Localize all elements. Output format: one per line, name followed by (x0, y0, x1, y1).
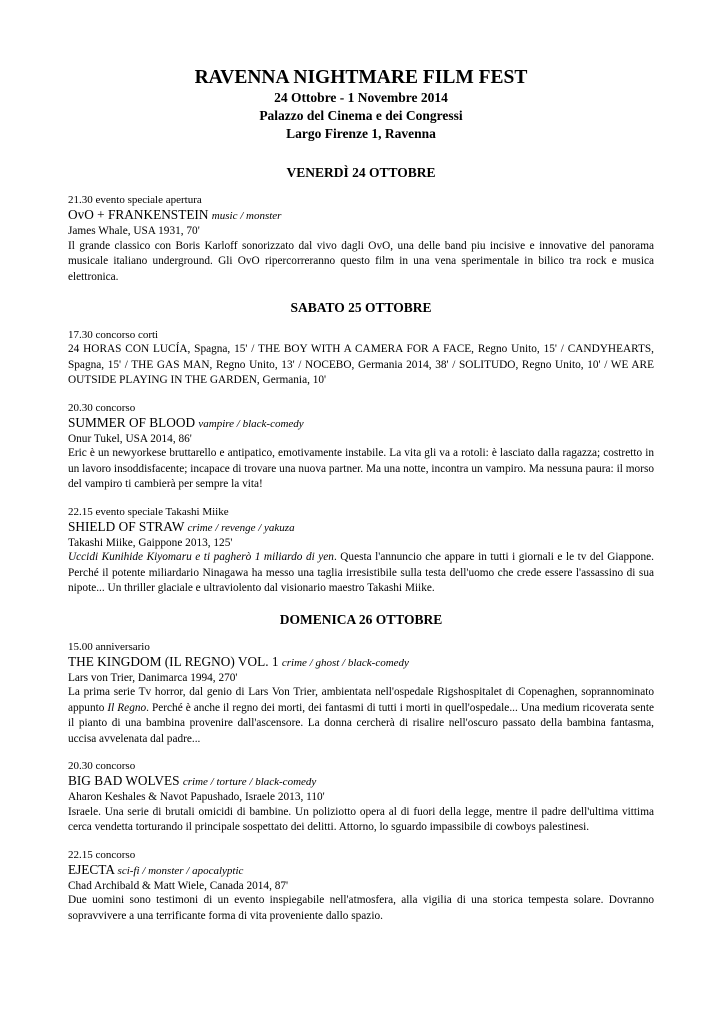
event-description: Eric è un newyorkese bruttarello e antipatico, emotivamente instabile. La vita gli va a rotoli: è lasciato dalla ragazza; costretto in un lavoro insoddisfacente; incapace di trovare una nuova partner. Ma una notte, incontra un vampiro. Ma nessuna paura: il morso del vampiro ti cambierà per sempre la vita! (68, 447, 654, 490)
event-genre: sci-fi / monster / apocalyptic (117, 864, 244, 877)
event-description (68, 550, 654, 597)
event-time: 20.30 concorso (68, 401, 136, 414)
event-time: 17.30 concorso corti (68, 329, 159, 341)
festival-address: Largo Firenze 1, Ravenna (286, 126, 436, 141)
festival-dates: 24 Ottobre - 1 Novembre 2014 (274, 90, 448, 105)
event-genre: crime / torture / black-comedy (182, 776, 317, 788)
event-title-line (68, 207, 654, 224)
event-description-text: La prima serie Tv horror, dal genio di Lars Von Trier, ambientata nell'ospedale Rigshospitalet di Copenaghen, soprannominato appunto (68, 686, 654, 714)
event-title-line (68, 654, 654, 671)
event-credits: Lars von Trier, Danimarca 1994, 270' (68, 671, 238, 684)
day-heading-saturday: SABATO 25 OTTOBRE (290, 300, 432, 315)
day-heading-sunday: DOMENICA 26 OTTOBRE (279, 611, 443, 627)
event-shield-of-straw (68, 505, 654, 597)
event-time: 15.00 anniversario (68, 640, 150, 653)
event-title: BIG BAD WOLVES (68, 773, 180, 788)
event-title: SHIELD OF STRAW (68, 518, 185, 534)
event-description: Israele. Una serie di brutali omicidi di bambine. Un poliziotto opera al di fuori della legge, mentre il padre dell'ultima vittima cerca vendetta torturando il principale sospettato dei delitti. Attorno, lo sguardo impassibile di cowboys palestinesi. (68, 805, 654, 833)
event-description (68, 685, 654, 747)
event-ovo-frankenstein (68, 193, 654, 285)
event-summer-of-blood (68, 401, 654, 493)
event-time: 21.30 evento speciale apertura (68, 194, 202, 206)
event-short-films (68, 328, 654, 389)
event-description-text: . Perché è anche il regno dei morti, dei fantasmi di tutti i morti in quell'ospedale... Una medium ricoverata sente il pianto di una bambina provenire dall'ascensore. La donna cercherà di risalire nell'oscuro passato della bambina fantasma, uccisa avvelenata dal padre... (68, 701, 654, 745)
event-big-bad-wolves (68, 759, 654, 836)
event-title-line (68, 519, 654, 536)
event-title: SUMMER OF BLOOD (68, 414, 196, 430)
event-description-text: . Questa l'annuncio che appare in tutti i giornali e le tv del Giappone. Perché il potente miliardario Ninagawa ha messo una taglia irresistibile sulla testa dell'uomo che crede essere l'assassino di sua nipote... Un thriller glaciale e ultraviolento dal visionario maestro Takashi Miike. (68, 551, 654, 594)
event-genre: vampire / black-comedy (198, 417, 304, 430)
festival-title: RAVENNA NIGHTMARE FILM FEST (194, 67, 528, 88)
event-description-italic: Il Regno (107, 701, 147, 714)
event-tagline: Uccidi Kunihide Kiyomaru e ti pagherò 1 miliardo di yen (68, 551, 334, 563)
document-page (68, 66, 654, 924)
event-genre: crime / ghost / black-comedy (281, 656, 409, 669)
festival-header (68, 66, 654, 143)
event-genre: crime / revenge / yakuza (187, 521, 295, 534)
event-credits: Chad Archibald & Matt Wiele, Canada 2014, 87' (68, 879, 289, 892)
event-description: 24 HORAS CON LUCÍA, Spagna, 15' / THE BOY WITH A CAMERA FOR A FACE, Regno Unito, 15' / CANDYHEARTS, Spagna, 15' / THE GAS MAN, Regno Unito, 13' / NOCEBO, Germania 2014, 38' / SOLITUDO, Regno Unito, 10' / WE ARE OUTSIDE PLAYING IN THE GARDEN, Germania, 10' (68, 343, 654, 386)
event-credits: Onur Tukel, USA 2014, 86' (68, 432, 192, 445)
event-title: THE KINGDOM (IL REGNO) VOL. 1 (68, 653, 279, 669)
event-genre: music / monster (211, 210, 282, 222)
event-the-kingdom (68, 640, 654, 748)
event-title: OvO + FRANKENSTEIN (68, 207, 209, 222)
event-description: Due uomini sono testimoni di un evento inspiegabile nell'atmosfera, alla vigilia di una storica tempesta solare. Dovranno sopravvivere a una terrificante forma di vita proveniente dallo spazio. (68, 894, 654, 922)
event-credits: James Whale, USA 1931, 70' (68, 225, 200, 237)
festival-venue: Palazzo del Cinema e dei Congressi (259, 108, 463, 123)
event-ejecta (68, 848, 654, 925)
event-credits: Aharon Keshales & Navot Papushado, Israele 2013, 110' (68, 791, 325, 803)
event-title-line (68, 862, 654, 879)
event-time: 20.30 concorso (68, 760, 136, 772)
event-title: EJECTA (68, 861, 115, 877)
day-heading-friday: VENERDÌ 24 OTTOBRE (286, 165, 436, 180)
event-time: 22.15 concorso (68, 848, 136, 861)
event-time: 22.15 evento speciale Takashi Miike (68, 505, 229, 518)
event-credits: Takashi Miike, Gaippone 2013, 125' (68, 536, 233, 549)
event-title-line (68, 415, 654, 432)
event-description: Il grande classico con Boris Karloff sonorizzato dal vivo dagli OvO, una delle band piu incisive e innovative del panorama musicale italiano underground. Gli OvO ripercorreranno questo film in una vena sperimentale in bilico tra rock e musica elettronica. (68, 239, 654, 283)
event-title-line (68, 773, 654, 790)
